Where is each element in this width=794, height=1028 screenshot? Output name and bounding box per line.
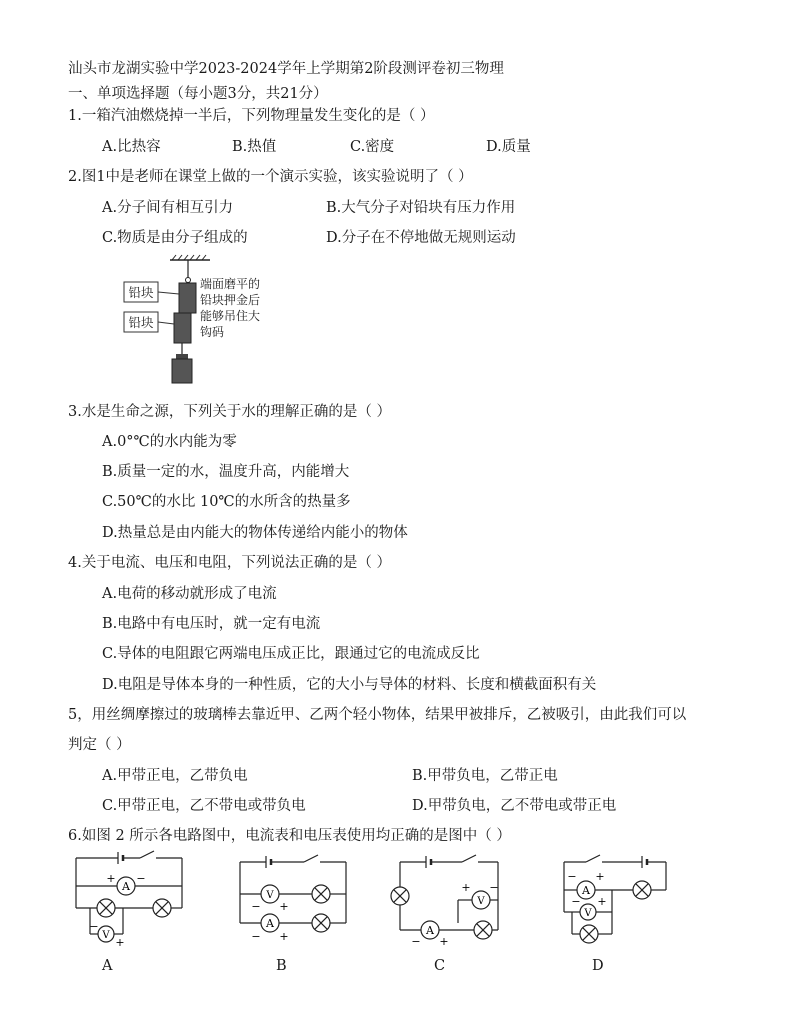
q4-option-b: B.电路中有电压时，就一定有电流 (102, 616, 321, 632)
svg-text:V: V (584, 908, 592, 919)
svg-text:−: − (251, 900, 261, 913)
section-heading: 一、单项选择题（每小题3分，共21分） (68, 86, 328, 102)
svg-text:−: − (567, 870, 577, 883)
exam-title: 汕头市龙湖实验中学2023-2024学年上学期第2阶段测评卷初三物理 (68, 61, 504, 77)
q5-option-b: B.甲带负电，乙带正电 (412, 768, 558, 784)
question-1-stem: 1.一箱汽油燃烧掉一半后，下列物理量发生变化的是（ ） (68, 108, 435, 124)
svg-text:−: − (489, 881, 499, 894)
svg-text:−: − (89, 920, 99, 933)
figure-label-top: 铅块 (128, 285, 154, 300)
q2-option-b: B.大气分子对铅块有压力作用 (326, 200, 516, 216)
lead-block-diagram (122, 252, 282, 388)
svg-text:A: A (266, 917, 274, 930)
circuit-label-a: A (102, 958, 113, 974)
figure-label-bottom: 铅块 (128, 315, 154, 330)
svg-text:V: V (477, 896, 485, 907)
q2-option-c: C.物质是由分子组成的 (102, 230, 248, 246)
svg-text:−: − (571, 895, 581, 908)
question-5-stem-line-1: 5，用丝绸摩擦过的玻璃棒去靠近甲、乙两个轻小物体，结果甲被排斥，乙被吸引，由此我们可以 (68, 707, 687, 723)
question-6-stem: 6.如图 2 所示各电路图中，电流表和电压表使用均正确的是图中（ ） (68, 828, 511, 844)
question-4-stem: 4.关于电流、电压和电阻，下列说法正确的是（ ） (68, 555, 391, 571)
svg-text:+: + (106, 872, 116, 885)
svg-text:+: + (279, 900, 289, 913)
q1-option-b: B.热值 (232, 139, 277, 155)
figure-caption-line-4: 钩码 (200, 325, 225, 339)
q3-option-c: C.50℃的水比 10℃的水所含的热量多 (102, 494, 351, 510)
q5-option-a: A.甲带正电，乙带负电 (102, 768, 248, 784)
svg-text:−: − (251, 930, 261, 943)
svg-text:A: A (426, 924, 434, 937)
svg-text:V: V (266, 890, 274, 901)
voltmeter-symbol: V (102, 930, 110, 941)
q3-option-d: D.热量总是由内能大的物体传递给内能小的物体 (102, 525, 408, 541)
q4-option-c: C.导体的电阻跟它两端电压成正比，跟通过它的电流成反比 (102, 646, 480, 662)
question-2-stem: 2.图1中是老师在课堂上做的一个演示实验，该实验说明了（ ） (68, 169, 473, 185)
svg-text:A: A (582, 884, 590, 897)
q3-option-a: A.0°℃的水内能为零 (102, 434, 237, 450)
q1-option-c: C.密度 (350, 139, 395, 155)
figure-1-lead-blocks (122, 252, 282, 392)
svg-text:+: + (115, 936, 125, 948)
q3-option-b: B.质量一定的水，温度升高，内能增大 (102, 464, 350, 480)
figure-caption-line-1: 端面磨平的 (200, 277, 261, 291)
q2-option-a: A.分子间有相互引力 (102, 200, 234, 216)
q4-option-a: A.电荷的移动就形成了电流 (102, 586, 277, 602)
question-5-stem-line-2: 判定（ ） (68, 737, 131, 753)
svg-text:+: + (461, 881, 471, 894)
q4-option-d: D.电阻是导体本身的一种性质，它的大小与导体的材料、长度和横截面积有关 (102, 677, 597, 693)
svg-text:+: + (595, 870, 605, 883)
svg-text:+: + (279, 930, 289, 943)
svg-text:+: + (439, 935, 449, 948)
q1-option-a: A.比热容 (102, 139, 161, 155)
circuit-diagram-b (232, 848, 352, 952)
svg-text:−: − (136, 872, 146, 885)
q1-option-d: D.质量 (486, 139, 531, 155)
q2-option-d: D.分子在不停地做无规则运动 (326, 230, 516, 246)
figure-caption-line-3: 能够吊住大 (200, 309, 261, 323)
ammeter-symbol: A (122, 880, 130, 893)
circuit-diagram-a (68, 848, 188, 952)
q5-option-d: D.甲带负电，乙不带电或带正电 (412, 798, 617, 814)
circuit-label-b: B (276, 958, 287, 974)
circuit-diagram-c (386, 848, 506, 952)
figure-caption-line-2: 铅块押金后 (200, 293, 261, 307)
circuit-label-d: D (592, 958, 604, 974)
svg-text:+: + (597, 895, 607, 908)
circuit-diagram-d (556, 848, 676, 952)
svg-text:−: − (411, 935, 421, 948)
question-3-stem: 3.水是生命之源，下列关于水的理解正确的是（ ） (68, 404, 391, 420)
circuit-label-c: C (434, 958, 446, 974)
q5-option-c: C.甲带正电，乙不带电或带负电 (102, 798, 306, 814)
